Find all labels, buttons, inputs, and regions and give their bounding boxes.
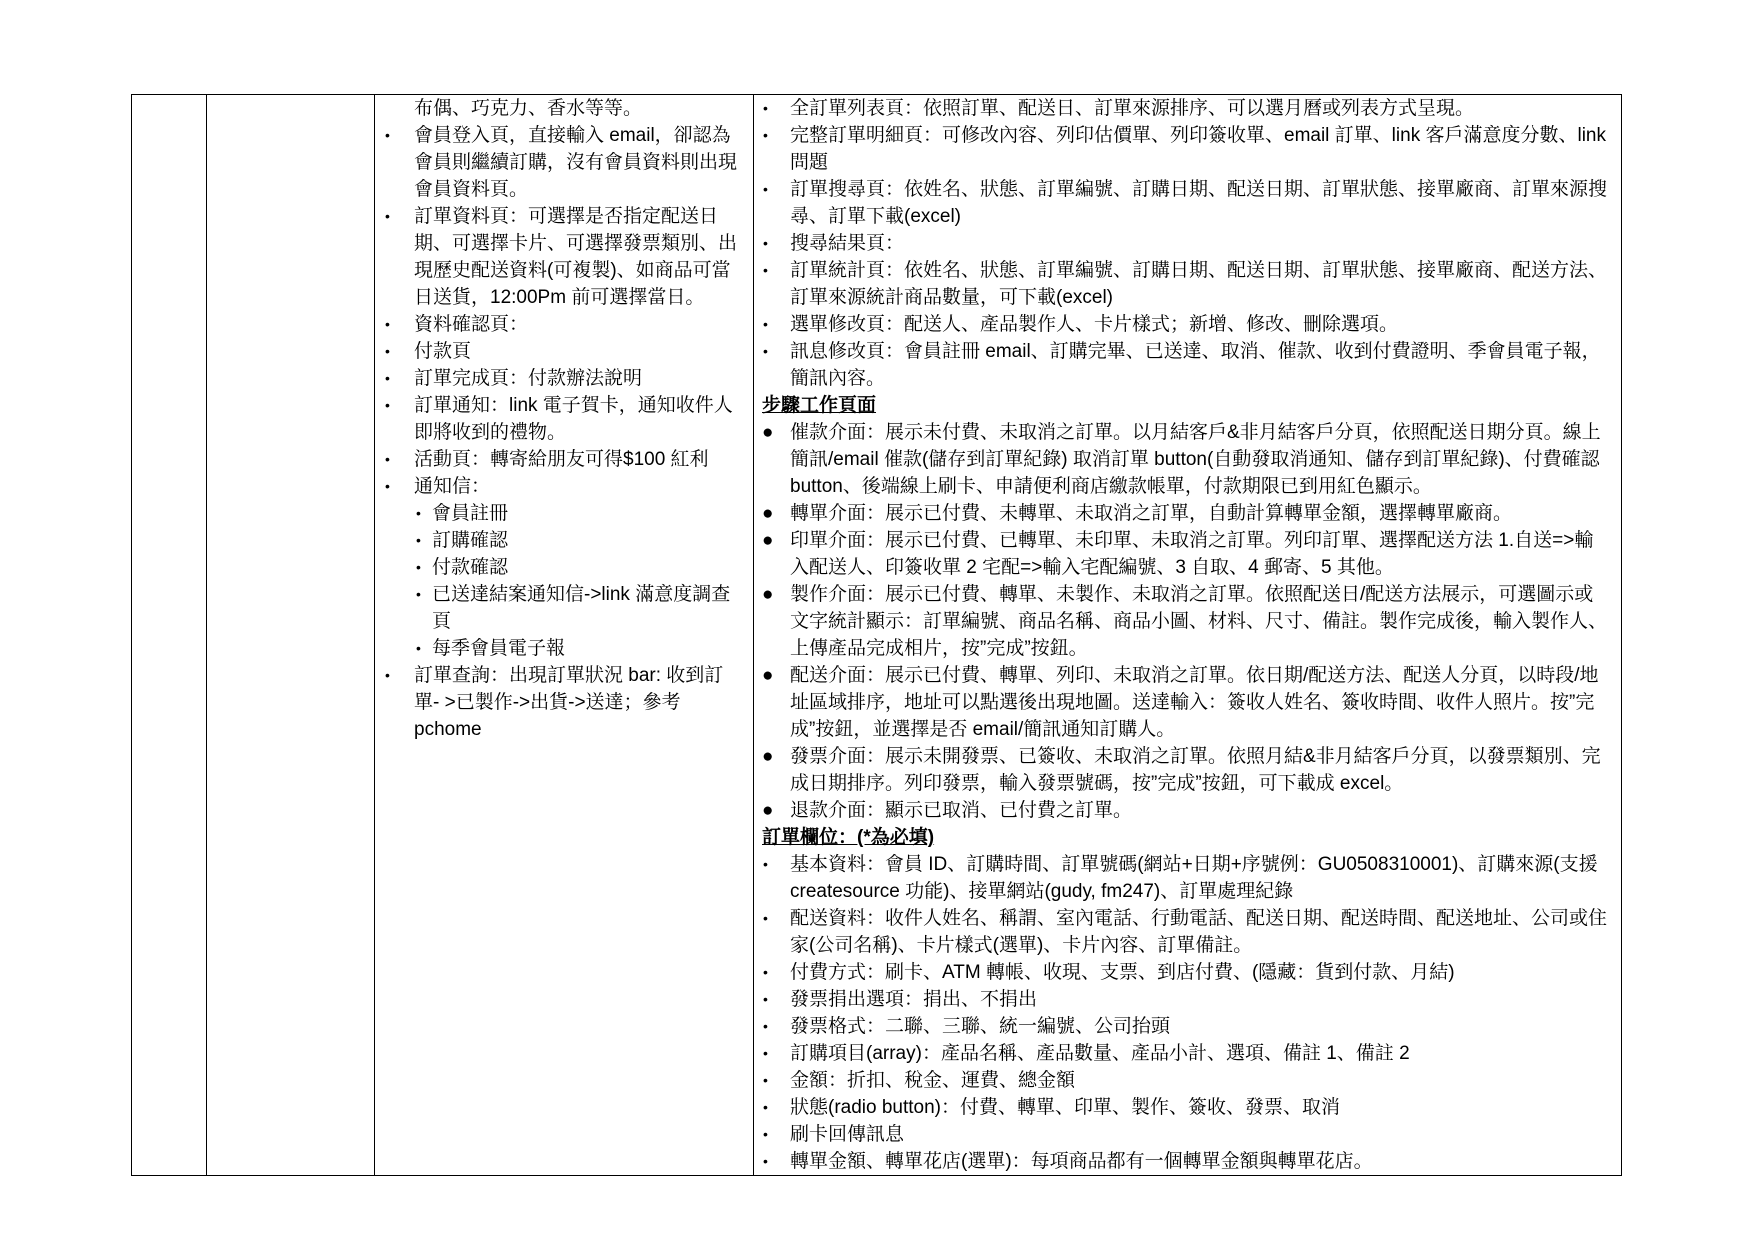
list-item: • 狀態(radio button)：付費、轉單、印單、製作、簽收、發票、取消 <box>754 1094 1611 1121</box>
list-item: • 訂單查詢：出現訂單狀況 bar: 收到訂單- >已製作->出貨->送達；參考 pchome <box>375 662 747 743</box>
black-dot-icon: ● <box>762 584 774 605</box>
list-item: ● 發票介面：展示未開發票、已簽收、未取消之訂單。依照月結&非月結客戶分頁，以發票類別、完成日期排序。列印發票，輸入發票號碼，按”完成”按鈕，可下載成 excel。 <box>754 743 1611 797</box>
fields-heading: 訂單欄位：(*為必填) <box>762 827 935 848</box>
list-item: • 付款頁 <box>375 338 747 365</box>
bullet-icon: • <box>763 1018 768 1034</box>
notification-sublist <box>414 500 747 662</box>
bullet-icon: • <box>763 910 768 926</box>
list-item: • 訂單完成頁：付款辦法說明 <box>375 365 747 392</box>
list-item: • 訂單通知：link 電子賀卡，通知收件人即將收到的禮物。 <box>375 392 747 446</box>
sub-list-item: • 訂購確認 <box>414 527 747 554</box>
backend-page-list <box>754 95 1611 392</box>
list-item: • 配送資料：收件人姓名、稱謂、室內電話、行動電話、配送日期、配送時間、配送地址、公司或住家(公司名稱)、卡片樣式(選單)、卡片內容、訂單備註。 <box>754 905 1611 959</box>
list-item: • 訂購項目(array)：產品名稱、產品數量、產品小計、選項、備註 1、備註 2 <box>754 1040 1611 1067</box>
list-item: • 通知信： • 會員註冊 • 訂購確認 • 付款確認 • 已送達結案通知信->link 滿意度調查頁 • 每季會員電子報 <box>375 473 747 662</box>
sub-list-item: • 付款確認 <box>414 554 747 581</box>
frontend-page-list <box>375 122 747 743</box>
bullet-icon: • <box>385 451 390 467</box>
list-item: • 發票格式：二聯、三聯、統一編號、公司抬頭 <box>754 1013 1611 1040</box>
sub-list-item: • 已送達結案通知信->link 滿意度調查頁 <box>414 581 747 635</box>
bullet-icon: • <box>763 991 768 1007</box>
spec-table <box>131 94 1622 1176</box>
bullet-icon: • <box>416 559 421 575</box>
list-item: ● 製作介面：展示已付費、轉單、未製作、未取消之訂單。依照配送日/配送方法展示，可選圖示或文字統計顯示：訂單編號、商品名稱、商品小圖、材料、尺寸、備註。製作完成後，輸入製作人、上傳產品完成相片，按”完成”按鈕。 <box>754 581 1611 662</box>
bullet-icon: • <box>416 505 421 521</box>
list-item: ● 退款介面：顯示已取消、已付費之訂單。 <box>754 797 1611 824</box>
bullet-icon: • <box>416 640 421 656</box>
sub-list-item: • 會員註冊 <box>414 500 747 527</box>
list-item: • 會員登入頁，直接輸入 email，卻認為會員則繼續訂購，沒有會員資料則出現會員資料頁。 <box>375 122 747 203</box>
list-item: • 轉單金額、轉單花店(選單)：每項商品都有一個轉單金額與轉單花店。 <box>754 1148 1611 1175</box>
list-item: • 付費方式：刷卡、ATM 轉帳、收現、支票、到店付費、(隱藏：貨到付款、月結) <box>754 959 1611 986</box>
black-dot-icon: ● <box>762 503 774 524</box>
bullet-icon: • <box>763 262 768 278</box>
bullet-icon: • <box>763 235 768 251</box>
list-item: • 基本資料：會員 ID、訂購時間、訂單號碼(網站+日期+序號例：GU0508310001)、訂購來源(支援 createsource 功能)、接單網站(gudy, fm247)、訂單處理紀錄 <box>754 851 1611 905</box>
bullet-icon: • <box>763 127 768 143</box>
black-dot-icon: ● <box>762 422 774 443</box>
bullet-icon: • <box>763 964 768 980</box>
frontend-pages-cell <box>375 95 754 1176</box>
bullet-icon: • <box>385 316 390 332</box>
list-item: • 資料確認頁： <box>375 311 747 338</box>
list-item: • 搜尋結果頁： <box>754 230 1611 257</box>
continued-text: 布偶、巧克力、香水等等。 <box>414 98 643 119</box>
black-dot-icon: ● <box>762 665 774 686</box>
black-dot-icon: ● <box>762 530 774 551</box>
bullet-icon: • <box>416 532 421 548</box>
bullet-icon: • <box>763 181 768 197</box>
table-row <box>132 95 1622 1176</box>
backend-pages-cell <box>754 95 1622 1176</box>
bullet-icon: • <box>385 208 390 224</box>
bullet-icon: • <box>385 667 390 683</box>
steps-list <box>754 419 1611 824</box>
list-item: • 刷卡回傳訊息 <box>754 1121 1611 1148</box>
bullet-icon: • <box>763 343 768 359</box>
bullet-icon: • <box>416 586 421 602</box>
empty-cell-2 <box>207 95 375 1176</box>
list-item: • 訂單搜尋頁：依姓名、狀態、訂單編號、訂購日期、配送日期、訂單狀態、接單廠商、訂單來源搜尋、訂單下載(excel) <box>754 176 1611 230</box>
list-item: • 金額：折扣、稅金、運費、總金額 <box>754 1067 1611 1094</box>
steps-heading: 步驟工作頁面 <box>762 395 877 416</box>
order-fields-list <box>754 851 1611 1175</box>
bullet-icon: • <box>763 1126 768 1142</box>
bullet-icon: • <box>763 1153 768 1169</box>
list-item: • 訂單統計頁：依姓名、狀態、訂單編號、訂購日期、配送日期、訂單狀態、接單廠商、配送方法、訂單來源統計商品數量，可下載(excel) <box>754 257 1611 311</box>
bullet-icon: • <box>763 1099 768 1115</box>
list-item: ● 配送介面：展示已付費、轉單、列印、未取消之訂單。依日期/配送方法、配送人分頁，以時段/地址區域排序，地址可以點選後出現地圖。送達輸入：簽收人姓名、簽收時間、收件人照片。按”完成”按鈕，並選擇是否 email/簡訊通知訂購人。 <box>754 662 1611 743</box>
bullet-icon: • <box>385 370 390 386</box>
sub-list-item: • 每季會員電子報 <box>414 635 747 662</box>
bullet-icon: • <box>385 127 390 143</box>
bullet-icon: • <box>385 343 390 359</box>
list-item: ● 轉單介面：展示已付費、未轉單、未取消之訂單，自動計算轉單金額，選擇轉單廠商。 <box>754 500 1611 527</box>
list-item: • 訂單資料頁：可選擇是否指定配送日期、可選擇卡片、可選擇發票類別、出現歷史配送資料(可複製)、如商品可當日送貨，12:00Pm 前可選擇當日。 <box>375 203 747 311</box>
bullet-icon: • <box>385 397 390 413</box>
bullet-icon: • <box>763 100 768 116</box>
list-item: • 選單修改頁：配送人、產品製作人、卡片樣式；新增、修改、刪除選項。 <box>754 311 1611 338</box>
black-dot-icon: ● <box>762 746 774 767</box>
bullet-icon: • <box>385 478 390 494</box>
bullet-icon: • <box>763 1045 768 1061</box>
list-item: • 完整訂單明細頁：可修改內容、列印估價單、列印簽收單、email 訂單、link 客戶滿意度分數、link 問題 <box>754 122 1611 176</box>
bullet-icon: • <box>763 856 768 872</box>
list-item: ● 催款介面：展示未付費、未取消之訂單。以月結客戶&非月結客戶分頁，依照配送日期分頁。線上簡訊/email 催款(儲存到訂單紀錄) 取消訂單 button(自動發取消通知、儲存到訂單紀錄)、付費確認 button、後端線上刷卡、申請便利商店繳款帳單，付款期限已到用紅色顯示。 <box>754 419 1611 500</box>
bullet-icon: • <box>763 316 768 332</box>
black-dot-icon: ● <box>762 800 774 821</box>
list-item: • 活動頁：轉寄給朋友可得$100 紅利 <box>375 446 747 473</box>
list-item: • 訊息修改頁：會員註冊 email、訂購完畢、已送達、取消、催款、收到付費證明、季會員電子報，簡訊內容。 <box>754 338 1611 392</box>
list-item: • 發票捐出選項：捐出、不捐出 <box>754 986 1611 1013</box>
bullet-icon: • <box>763 1072 768 1088</box>
empty-cell-1 <box>132 95 207 1176</box>
list-item: • 全訂單列表頁：依照訂單、配送日、訂單來源排序、可以選月曆或列表方式呈現。 <box>754 95 1611 122</box>
list-item: ● 印單介面：展示已付費、已轉單、未印單、未取消之訂單。列印訂單、選擇配送方法 1.自送=>輸入配送人、印簽收單 2 宅配=>輸入宅配編號、3 自取、4 郵寄、5 其他。 <box>754 527 1611 581</box>
